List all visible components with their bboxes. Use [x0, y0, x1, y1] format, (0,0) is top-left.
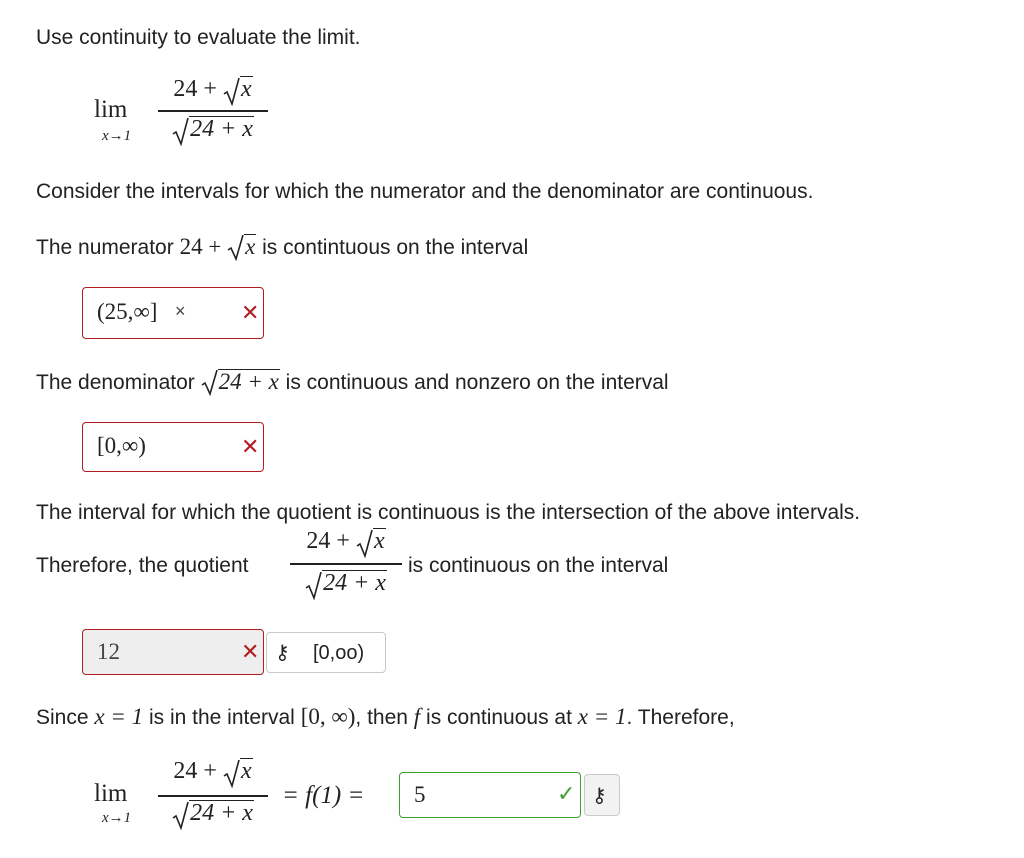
denominator-interval-input[interactable]	[82, 422, 264, 472]
fraction-bar	[290, 563, 402, 565]
incorrect-icon: ✕	[241, 301, 260, 326]
correct-answer-key[interactable]	[266, 632, 386, 673]
incorrect-icon: ✕	[241, 640, 260, 665]
final-answer-input[interactable]	[399, 772, 581, 818]
quotient-interval-input[interactable]	[82, 629, 264, 675]
fraction-numerator: 24 + x	[173, 758, 252, 784]
intersection-text: The interval for which the quotient is continuous is the intersection of the above intervals.	[36, 501, 861, 524]
fraction-bar	[158, 110, 268, 112]
fraction-denominator: 24 + x	[158, 800, 268, 827]
quotient-suffix: is continuous on the interval	[408, 554, 669, 577]
fraction-denominator: 24 + x	[158, 116, 268, 143]
quotient-interval-value: 12	[97, 639, 120, 664]
fraction-denominator: 24 + x	[290, 570, 402, 597]
instruction-text: Use continuity to evaluate the limit.	[36, 26, 361, 49]
incorrect-icon: ✕	[241, 435, 260, 460]
limit-fraction	[158, 72, 268, 152]
consider-text: Consider the intervals for which the numerator and the denominator are continuous.	[36, 180, 814, 203]
final-limit-fraction	[158, 752, 268, 832]
numerator-interval-value: (25,∞]	[97, 299, 158, 324]
denominator-interval-value: [0,∞)	[97, 433, 146, 458]
lim-label: lim	[94, 780, 128, 807]
fraction-bar	[158, 795, 268, 797]
quotient-prefix: Therefore, the quotient	[36, 554, 249, 577]
numerator-interval-input[interactable]	[82, 287, 264, 339]
correct-check-icon: ✓	[557, 782, 576, 807]
fraction-numerator: 24 + x	[173, 76, 252, 102]
conclusion-statement: Since x = 1 is in the interval [0, ∞), then f is continuous at x = 1. Therefore,	[36, 704, 735, 729]
fraction-numerator: 24 + x	[306, 528, 385, 554]
lim-subscript: x→1	[102, 810, 132, 826]
numerator-statement: The numerator 24 + x is contintuous on the interval	[36, 234, 529, 259]
key-icon: ⚷	[592, 783, 607, 807]
lim-subscript: x→1	[102, 128, 132, 144]
quotient-fraction	[290, 526, 402, 606]
correct-answer-value: [0,oo)	[313, 642, 365, 664]
answer-key-button[interactable]	[584, 774, 620, 816]
final-answer-value: 5	[414, 782, 426, 807]
clear-icon[interactable]: ×	[175, 301, 186, 321]
key-icon: ⚷	[275, 640, 290, 664]
lim-label: lim	[94, 96, 128, 123]
denominator-statement: The denominator 24 + x is continuous and nonzero on the interval	[36, 369, 669, 394]
equals-f-of-1: = f(1) =	[282, 782, 365, 809]
